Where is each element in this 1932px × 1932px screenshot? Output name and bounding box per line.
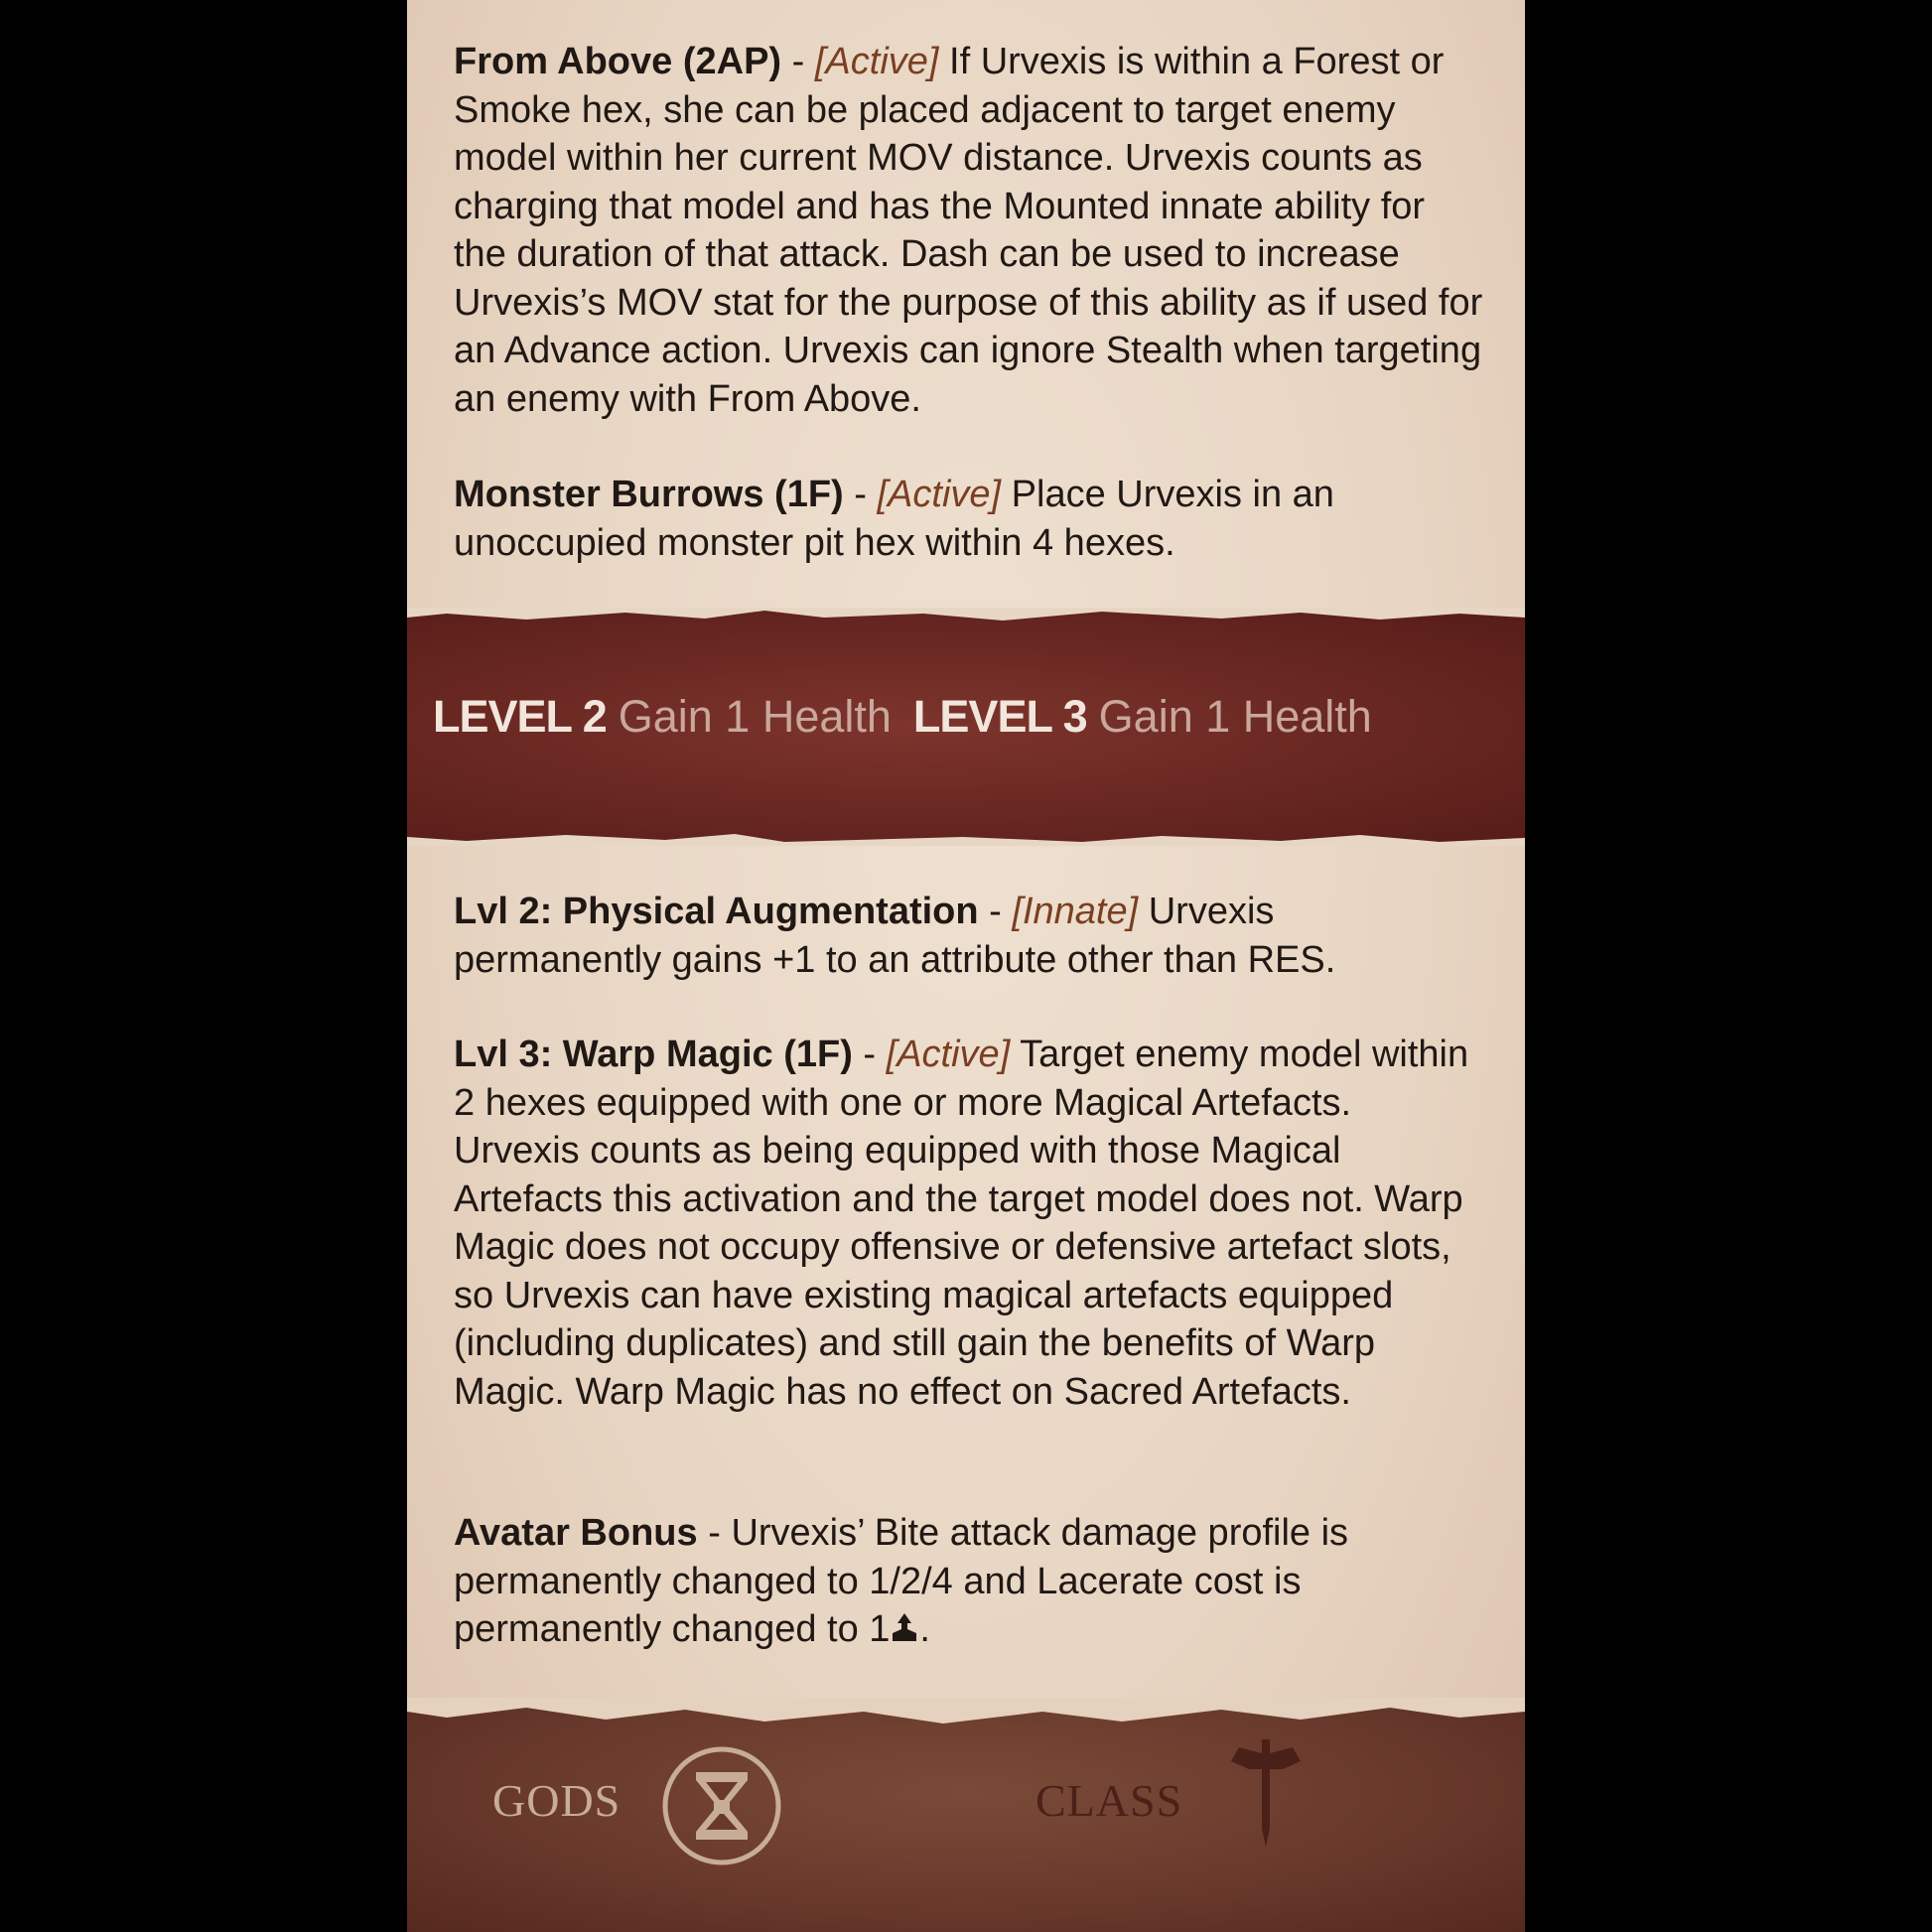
upgrade-text: Urvexis permanently gains +1 to an attribute other than RES. bbox=[454, 891, 1336, 981]
level-3-label: LEVEL 3 bbox=[912, 691, 1087, 742]
upgrade-name: Lvl 3: Warp Magic (1F) bbox=[454, 1034, 853, 1075]
avatar-bonus-text: Urvexis’ Bite attack damage profile is permanently changed to 1/2/4 and Lacerate cost is permanently changed to 1 bbox=[454, 1512, 1349, 1650]
level-3-bonus: Gain 1 Health bbox=[1098, 691, 1372, 742]
action-token-icon bbox=[890, 1611, 919, 1645]
level-row bbox=[433, 691, 1394, 743]
ability-card bbox=[407, 0, 1525, 1932]
upgrade-text: Target enemy model within 2 hexes equipped with one or more Magical Artefacts. Urvexis counts as being equipped with those Magical Artefacts this activation and the target model does not. Warp Magic does not occupy offensive or defensive artefact slots, so Urvexis can have existing magical artefacts equipped (including duplicates) and still gain the benefits of Warp Magic. Warp Magic has no effect on Sacred Artefacts. bbox=[454, 1034, 1469, 1413]
ability-text: Place Urvexis in an unoccupied monster pit hex within 4 hexes. bbox=[454, 474, 1334, 564]
level-2-bonus: Gain 1 Health bbox=[618, 691, 892, 742]
torn-edge-decoration bbox=[407, 1698, 1525, 1737]
upgrade-warp-magic: Lvl 3: Warp Magic (1F) - [Active] Target enemy model within 2 hexes equipped with one or more Magical Artefacts. Urvexis counts as being equipped with those Magical Artefacts this activation and the target model does not. Warp Magic does not occupy offensive or defensive artefact slots, so Urvexis can have existing magical artefacts equipped (including duplicates) and still gain the benefits of Warp Magic. Warp Magic has no effect on Sacred Artefacts. bbox=[454, 1034, 1469, 1413]
upgrade-tag: Innate bbox=[1022, 891, 1128, 932]
dagger-icon bbox=[1221, 1739, 1311, 1849]
avatar-bonus-name: Avatar Bonus bbox=[454, 1512, 698, 1554]
avatar-bonus: Avatar Bonus - Urvexis’ Bite attack damage profile is permanently changed to 1/2/4 and Lacerate cost is permanently changed to 1 . bbox=[454, 1512, 1349, 1650]
upgrade-name: Lvl 2: Physical Augmentation bbox=[454, 891, 979, 932]
ability-from-above: From Above (2AP) - [Active] If Urvexis is within a Forest or Smoke hex, she can be placed adjacent to target enemy model within her current MOV distance. Urvexis counts as charging that model and has the Mounted innate ability for the duration of that attack. Dash can be used to increase Urvexis’s MOV stat for the purpose of this ability as if used for an Advance action. Urvexis can ignore Stealth when targeting an enemy with From Above. bbox=[454, 41, 1483, 420]
ability-tag: Active bbox=[888, 474, 991, 515]
upgrade-tag: Active bbox=[897, 1034, 1000, 1075]
level-2-label: LEVEL 2 bbox=[433, 691, 607, 742]
hourglass-icon bbox=[660, 1744, 783, 1867]
card-footer bbox=[407, 1700, 1525, 1932]
gods-label: GODS bbox=[492, 1775, 621, 1826]
avatar-bonus-end: . bbox=[919, 1608, 930, 1650]
ability-tag: Active bbox=[825, 41, 928, 82]
upgrade-physical-augmentation: Lvl 2: Physical Augmentation - [Innate] Urvexis permanently gains +1 to an attribute other than RES. bbox=[454, 891, 1336, 981]
class-label: CLASS bbox=[1035, 1775, 1183, 1826]
ability-name: From Above (2AP) bbox=[454, 41, 782, 82]
ability-name: Monster Burrows (1F) bbox=[454, 474, 844, 515]
ability-monster-burrows: Monster Burrows (1F) - [Active] Place Urvexis in an unoccupied monster pit hex within 4 hexes. bbox=[454, 474, 1334, 564]
ability-text: If Urvexis is within a Forest or Smoke hex, she can be placed adjacent to target enemy model within her current MOV distance. Urvexis counts as charging that model and has the Mounted innate ability for the duration of that attack. Dash can be used to increase Urvexis’s MOV stat for the purpose of this ability as if used for an Advance action. Urvexis can ignore Stealth when targeting an enemy with From Above. bbox=[454, 41, 1483, 420]
